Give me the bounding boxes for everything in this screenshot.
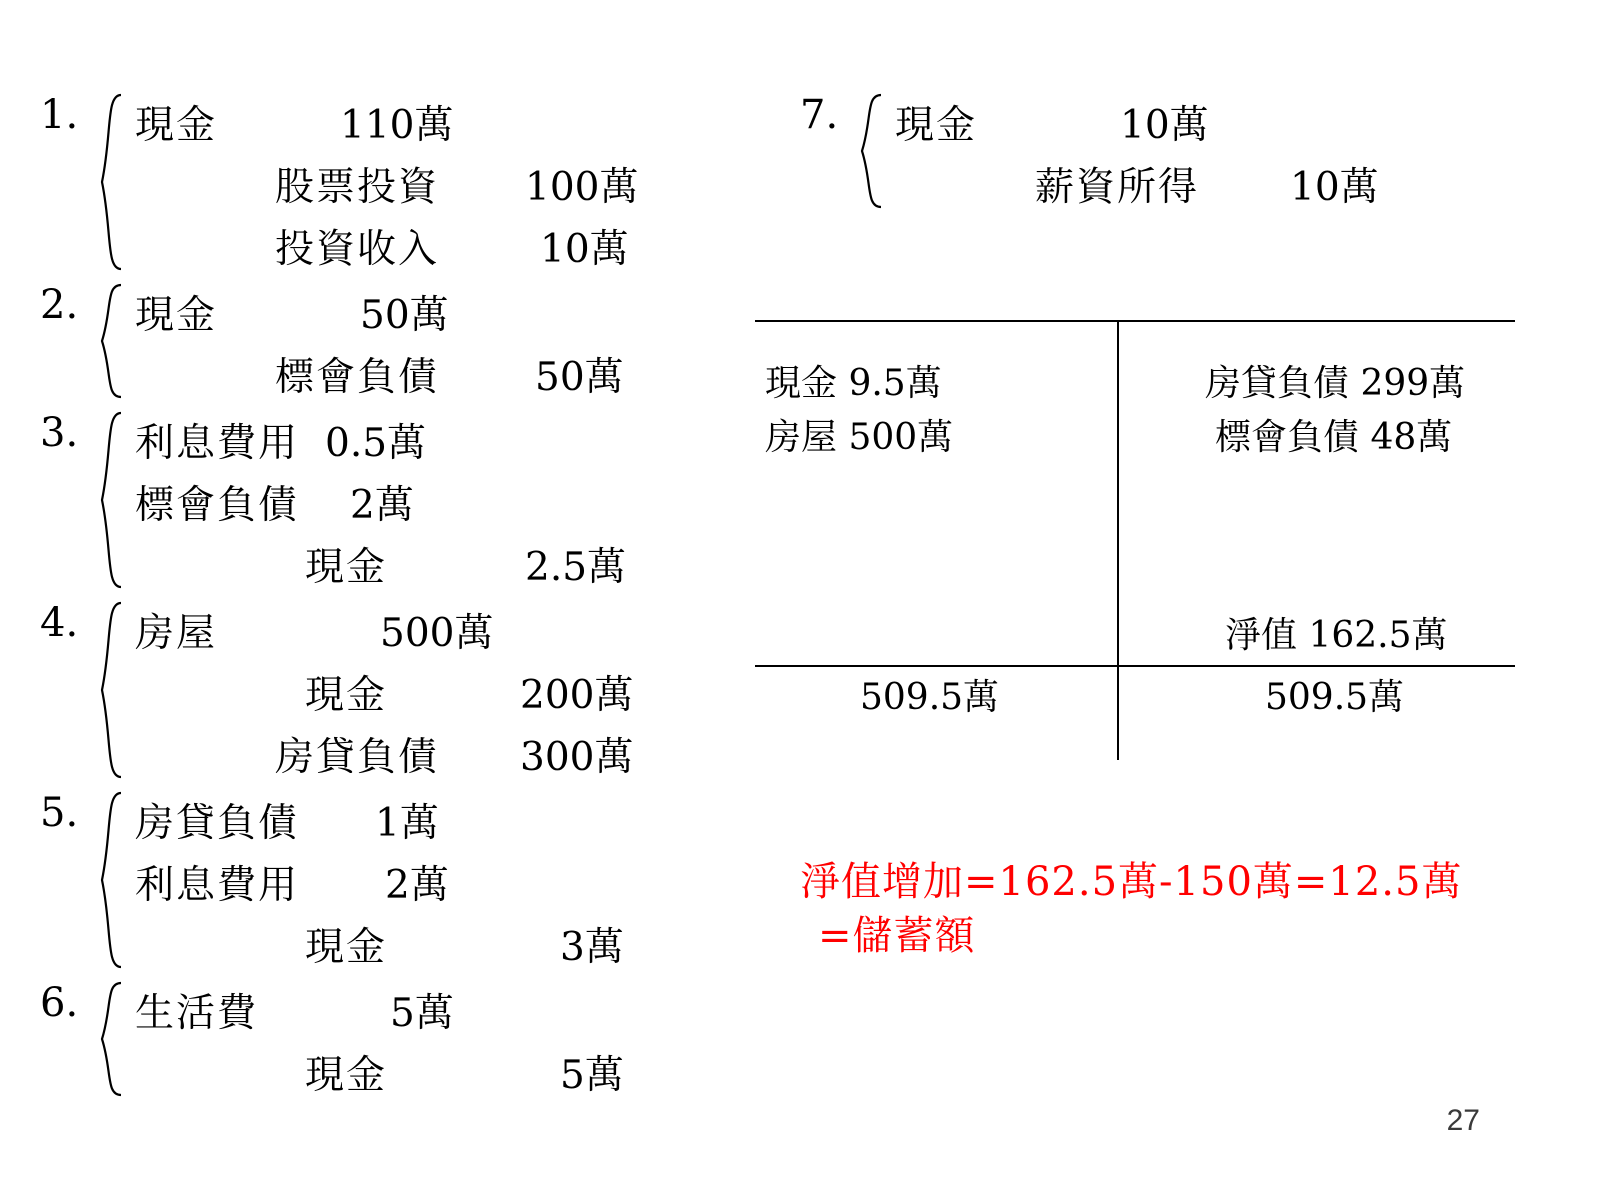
liability-rotating-credit: 標會負債 48萬 xyxy=(1215,417,1453,458)
entry-line xyxy=(135,475,740,537)
entry-line xyxy=(135,727,740,789)
account-amount: 300萬 xyxy=(520,735,634,780)
account-name: 標會負債 xyxy=(135,483,300,528)
entry-number: 3. xyxy=(40,410,79,456)
account-amount: 100萬 xyxy=(525,165,639,210)
account-amount: 200萬 xyxy=(520,673,634,718)
liability-mortgage: 房貸負債 299萬 xyxy=(1205,363,1466,404)
account-amount: 10萬 xyxy=(1290,165,1379,210)
brace-icon xyxy=(98,981,124,1097)
entry-line xyxy=(135,413,740,475)
entry-line xyxy=(895,157,1560,219)
entry-number: 4. xyxy=(40,600,79,646)
account-name: 標會負債 xyxy=(275,355,440,400)
entry-number: 5. xyxy=(40,790,79,836)
journal-entry-4 xyxy=(40,600,740,789)
account-name: 現金 xyxy=(305,925,388,970)
entry-lines xyxy=(135,793,740,979)
account-amount: 10萬 xyxy=(540,227,629,272)
entry-line xyxy=(135,855,740,917)
savings-annotation-line1: 淨值增加=162.5萬-150萬=12.5萬 xyxy=(800,859,1463,905)
journal-entry-1 xyxy=(40,92,740,281)
entry-line xyxy=(135,665,740,727)
account-amount: 5萬 xyxy=(560,1053,624,1098)
account-amount: 5萬 xyxy=(390,991,454,1036)
account-amount: 1萬 xyxy=(375,801,439,846)
journal-entries-left xyxy=(40,92,740,1111)
journal-entry-6 xyxy=(40,980,740,1107)
balance-sheet-top-rule xyxy=(755,320,1515,322)
account-name: 薪資所得 xyxy=(1035,165,1200,210)
account-amount: 2.5萬 xyxy=(525,545,627,590)
account-amount: 50萬 xyxy=(535,355,624,400)
brace-icon xyxy=(98,791,124,969)
account-name: 房貸負債 xyxy=(275,735,440,780)
entry-line xyxy=(135,537,740,599)
brace-icon xyxy=(858,93,884,209)
asset-cash: 現金 9.5萬 xyxy=(765,363,942,404)
entry-line xyxy=(135,285,740,347)
account-name: 生活費 xyxy=(135,991,259,1036)
account-name: 股票投資 xyxy=(275,165,440,210)
entry-number: 2. xyxy=(40,282,79,328)
account-name: 現金 xyxy=(895,103,978,148)
journal-entries-right xyxy=(760,92,1560,223)
entry-line xyxy=(135,603,740,665)
entry-number: 6. xyxy=(40,980,79,1026)
entry-line xyxy=(135,347,740,409)
balance-sheet xyxy=(755,320,1515,760)
journal-entry-5 xyxy=(40,790,740,979)
entry-line xyxy=(135,793,740,855)
account-name: 現金 xyxy=(305,545,388,590)
entry-line xyxy=(135,95,740,157)
entry-number: 7. xyxy=(800,92,839,138)
account-amount: 500萬 xyxy=(380,611,494,656)
entry-lines xyxy=(135,413,740,599)
account-amount: 0.5萬 xyxy=(325,421,427,466)
account-amount: 110萬 xyxy=(340,103,454,148)
account-amount: 50萬 xyxy=(360,293,449,338)
entry-lines xyxy=(135,285,740,409)
entry-line xyxy=(135,1045,740,1107)
account-name: 現金 xyxy=(305,1053,388,1098)
entry-lines xyxy=(135,983,740,1107)
total-assets: 509.5萬 xyxy=(860,677,1000,718)
entry-number: 1. xyxy=(40,92,79,138)
account-name: 利息費用 xyxy=(135,421,300,466)
balance-sheet-bottom-rule xyxy=(755,665,1515,667)
journal-entry-3 xyxy=(40,410,740,599)
account-name: 房屋 xyxy=(135,611,218,656)
entry-lines xyxy=(135,603,740,789)
entry-lines xyxy=(135,95,740,281)
brace-icon xyxy=(98,601,124,779)
account-amount: 3萬 xyxy=(560,925,624,970)
account-name: 現金 xyxy=(305,673,388,718)
account-amount: 2萬 xyxy=(350,483,414,528)
entry-line xyxy=(135,983,740,1045)
brace-icon xyxy=(98,283,124,399)
page-number: 27 xyxy=(1446,1104,1480,1137)
entry-line xyxy=(895,95,1560,157)
asset-house: 房屋 500萬 xyxy=(765,417,954,458)
brace-icon xyxy=(98,411,124,589)
equity-net-worth: 淨值 162.5萬 xyxy=(1225,615,1448,656)
entry-line xyxy=(135,157,740,219)
savings-annotation xyxy=(800,855,1462,963)
account-amount: 2萬 xyxy=(385,863,449,908)
balance-sheet-divider xyxy=(1117,320,1119,760)
account-name: 現金 xyxy=(135,293,218,338)
account-amount: 10萬 xyxy=(1120,103,1209,148)
entry-line xyxy=(135,917,740,979)
savings-annotation-line2: =儲蓄額 xyxy=(818,913,976,959)
entry-lines xyxy=(895,95,1560,219)
journal-entry-2 xyxy=(40,282,740,409)
brace-icon xyxy=(98,93,124,271)
journal-entry-7 xyxy=(760,92,1560,219)
account-name: 利息費用 xyxy=(135,863,300,908)
account-name: 投資收入 xyxy=(275,227,440,272)
account-name: 現金 xyxy=(135,103,218,148)
entry-line xyxy=(135,219,740,281)
account-name: 房貸負債 xyxy=(135,801,300,846)
total-liabilities-equity: 509.5萬 xyxy=(1265,677,1405,718)
